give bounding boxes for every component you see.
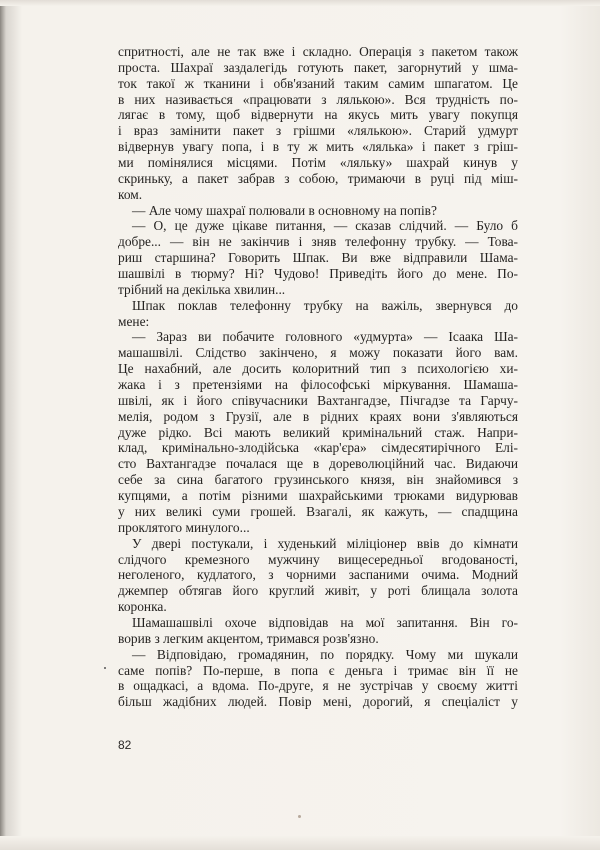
text-line: коронка. [118,599,167,615]
text-line: мене: [118,313,150,329]
text-line: ворив з легким акцентом, тримався розв'язно. [118,630,379,646]
text-line: добре... — він не закінчив і зняв телефонну трубку. — Това- [118,234,518,250]
text-line: слідчого кремезного мужчину вищесередньої вгодованості, [118,551,518,567]
text-line: спритності, але не так вже і складно. Операція з пакетом також [118,44,518,59]
text-line: проста. Шахраї заздалегідь готують пакет, загорнутий у шма- [118,59,518,75]
text-line: лягає в тому, щоб відвернути на якусь мить увагу покупця [118,107,518,123]
text-line: швілі, як і його співучасники Вахтангадзе, Пічгадзе та Гарчу- [118,392,518,408]
text-line: — Відповідаю, громадянин, по порядку. Чому ми шукали [132,646,518,662]
text-line: в ощадкасі, а вдома. По-друге, я не зустрічав у своєму житті [118,678,518,694]
text-line: — О, це дуже цікаве питання, — сказав слідчий. — Було б [132,218,518,234]
scan-speck [104,667,106,669]
text-line: машашвілі. Слідство закінчено, я можу показати його вам. [118,345,518,361]
scan-speck [298,815,301,818]
text-line: дуже рідко. Всі мають великий кримінальний стаж. Напри- [118,424,518,440]
text-line: трібний на декілька хвилин... [118,281,286,297]
page-number: 82 [118,738,132,752]
body-text [118,44,518,710]
text-line: проклятого минулого... [118,519,250,535]
text-line: відвернув увагу попа, і в ту ж мить «лялька» і пакет з гріш- [118,139,518,155]
text-line: — Зараз ви побачите головного «удмурта» — Ісаака Ша- [132,329,518,345]
page-edge-top [0,0,600,6]
text-line: — Але чому шахраї полювали в основному на попів? [132,202,437,218]
page-edge-bottom [0,836,600,850]
text-line: мелія, родом з Грузії, але в рідних краях вони з'являються [118,408,518,424]
text-line: ми помінялися місцями. Потім «ляльку» шахрай кинув у [118,155,518,171]
text-line: У двері постукали, і худенький міліціонер ввів до кімнати [132,535,518,551]
text-line: більш жадібних людей. Повір мені, дорогий, я спеціаліст у [118,694,518,710]
text-line: себе за сина багатого грузинського князя, він знайомився з [118,472,518,488]
text-line: Це нахабний, але досить колоритний тип з психологією хи- [118,361,518,377]
text-line: сто Вахтангадзе почалася ще в дореволюційний час. Видаючи [118,456,518,472]
text-line: ком. [118,186,143,202]
text-line: клад, кримінально-злодійська «кар'єра» сімдесятирічного Елі- [118,440,518,456]
text-line: Шпак поклав телефонну трубку на важіль, звернувся до [132,297,518,313]
text-line: шашвілі в тюрму? Ні? Чудово! Приведіть його до мене. По- [118,266,518,282]
text-line: Шамашашвілі охоче відповідав на мої запитання. Він го- [132,614,518,630]
text-line: саме попів? По-перше, в попа є деньга і тримає він її не [118,662,518,678]
text-line: у них великі суми грошей. Взагалі, як кажуть, — спадщина [118,503,518,519]
text-line: неголеного, кудлатого, з чорними заспаними очима. Модний [118,567,518,583]
text-line: жака і з претензіями на філософські міркування. Шамаша- [118,377,518,393]
text-line: джемпер обтягав його круглий живіт, у роті блищала золота [118,583,518,599]
text-line: риш старшина? Говорить Шпак. Ви вже відправили Шама- [118,250,518,266]
text-line: в них називається «працювати з лялькою». Вся трудність по- [118,91,518,107]
text-line: купцями, а потім різними шахрайськими трюками видурював [118,488,518,504]
text-line: скриньку, а пакет забрав з собою, тримаючи в руці під міш- [118,170,518,186]
text-line: ток такої ж тканини і обв'язаний таким самим шпагатом. Це [118,75,518,91]
text-line: і враз замінити пакет з грішми «лялькою». Старий удмурт [118,123,518,139]
